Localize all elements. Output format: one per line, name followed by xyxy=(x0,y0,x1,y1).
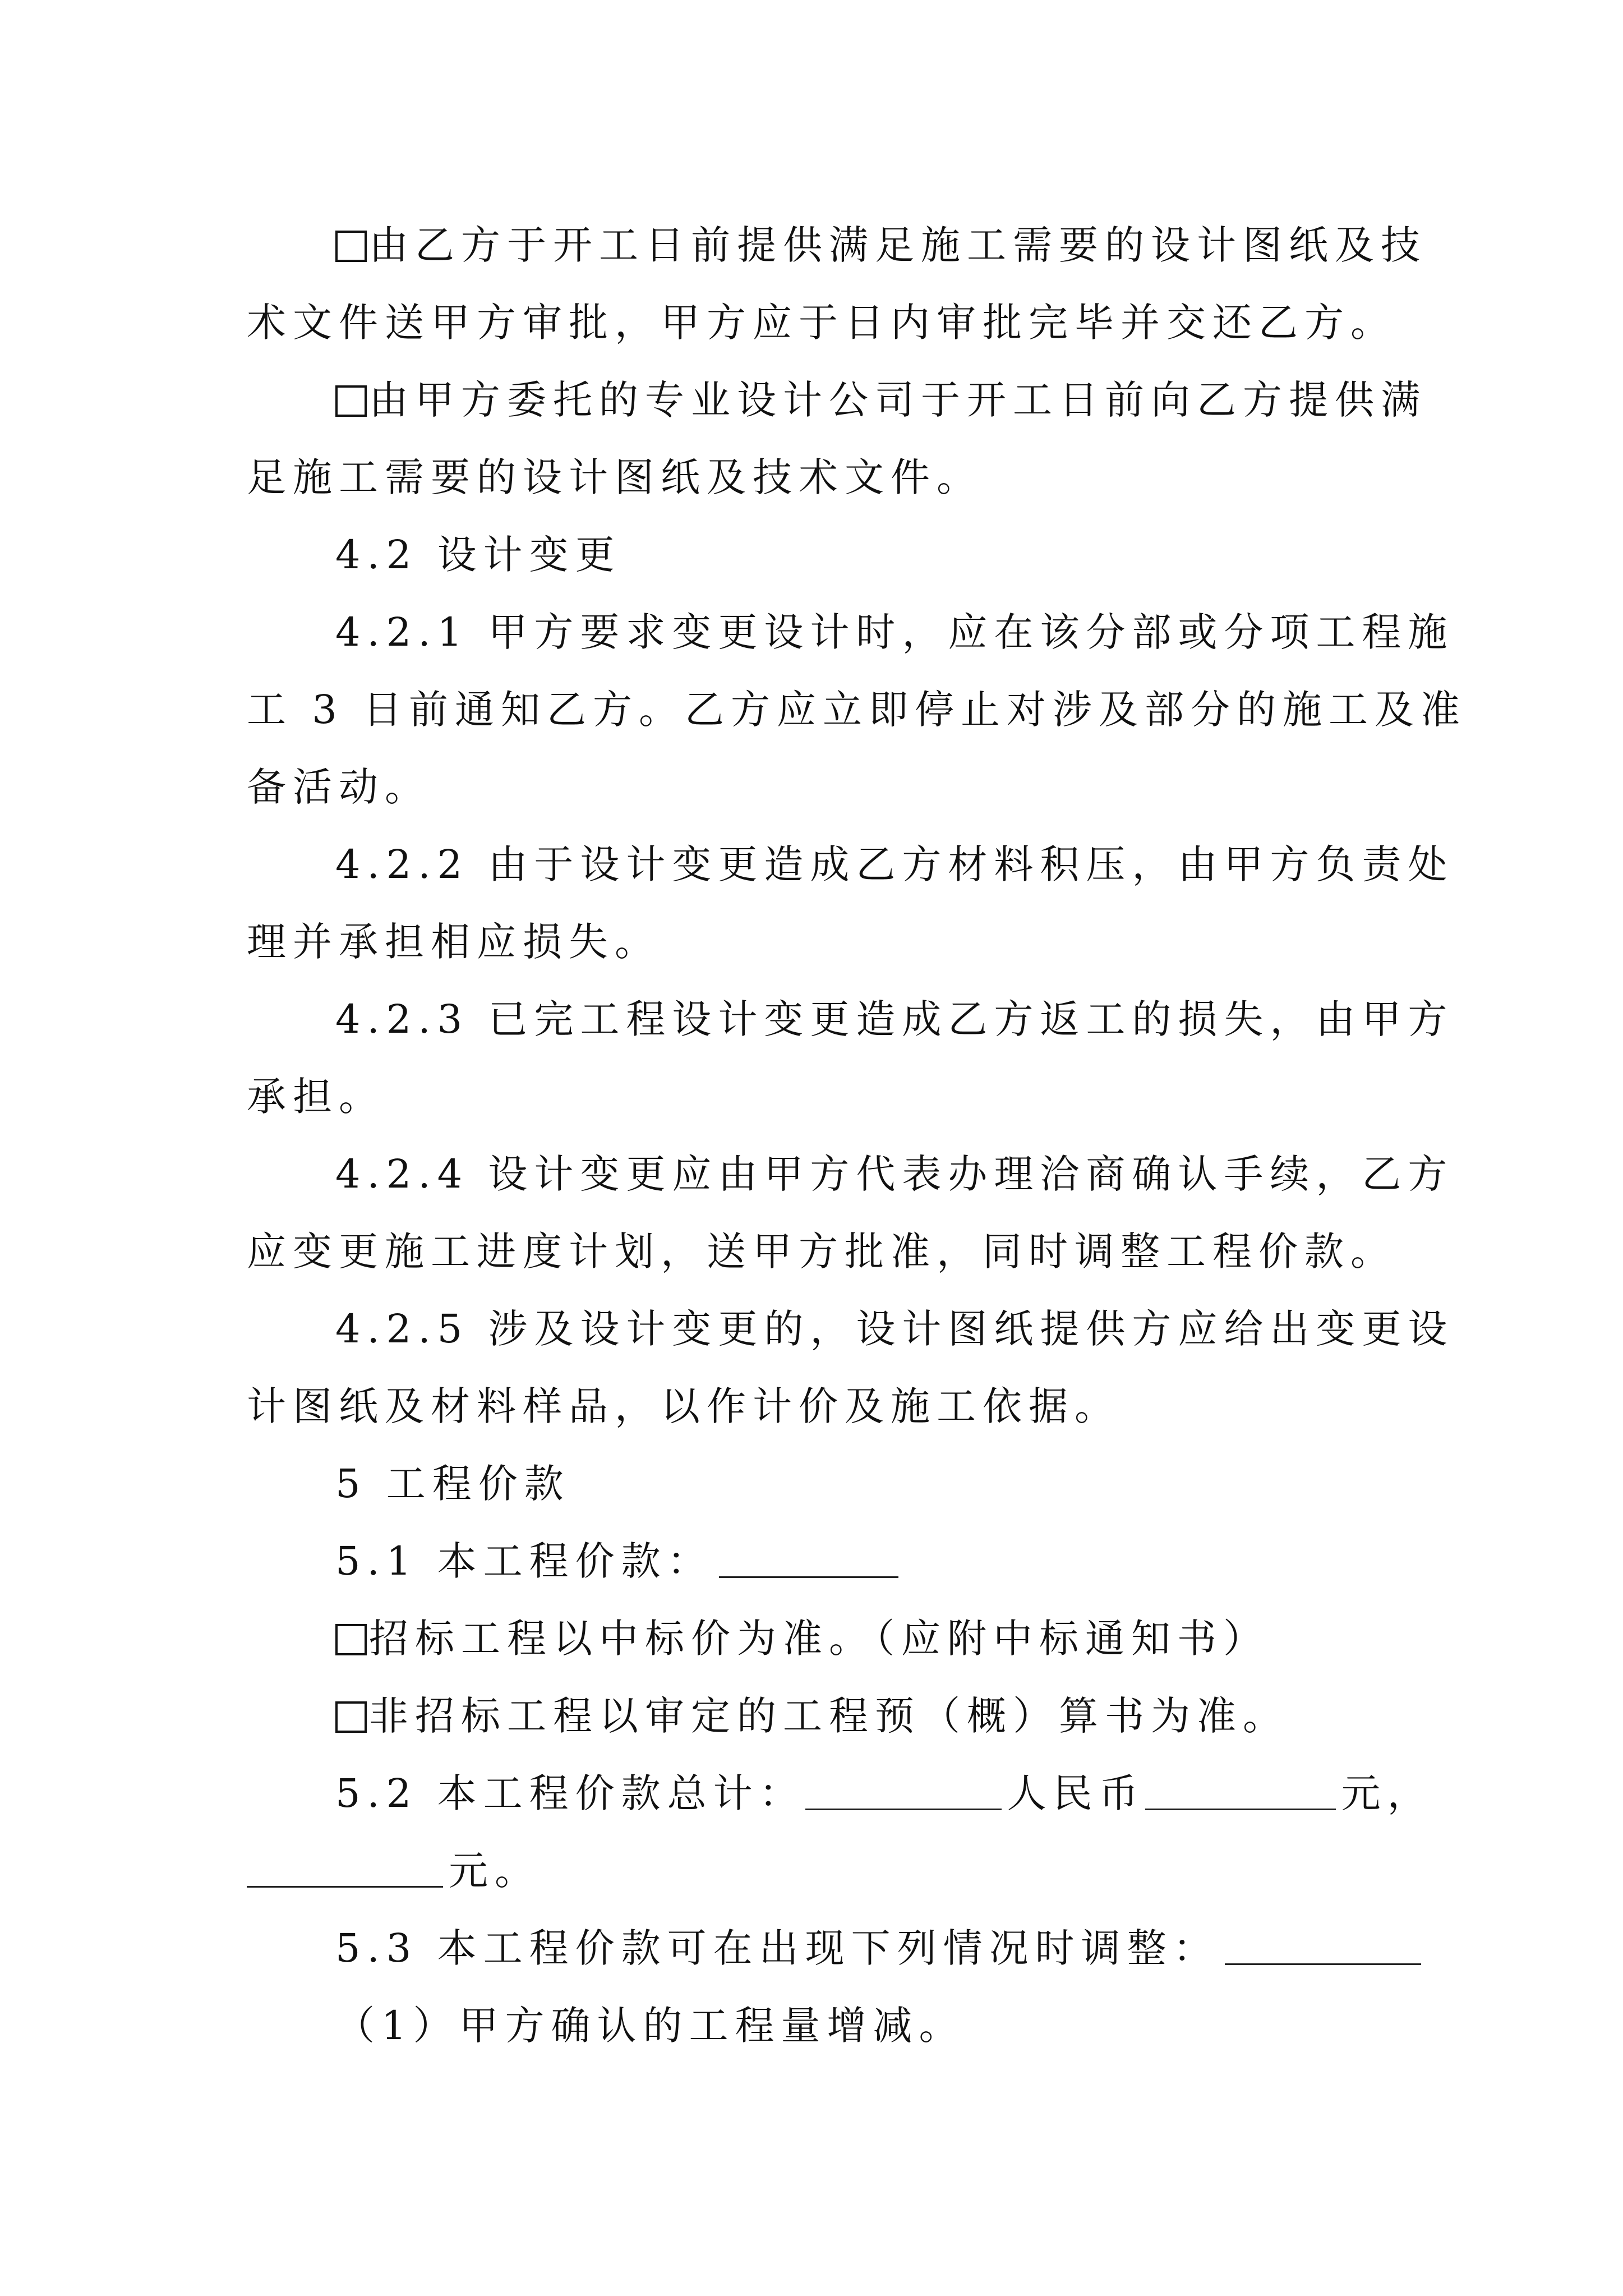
paragraph-5-1-option-non-tender xyxy=(335,1691,1289,1741)
paragraph-4-2-1-line3: 备活动。 xyxy=(247,764,431,810)
paragraph-design-by-party-b-line2: 术文件送甲方审批，甲方应于日内审批完毕并交还乙方。 xyxy=(247,300,1396,346)
paragraph-4-2-4-line2: 应变更施工进度计划，送甲方批准，同时调整工程价款。 xyxy=(247,1228,1396,1274)
text: 5.2 本工程价款总计： xyxy=(335,1770,805,1816)
paragraph-5-1 xyxy=(335,1536,898,1586)
blank-field-adjustment[interactable] xyxy=(1225,1929,1421,1965)
paragraph-4-2-2-line1: 4.2.2 由于设计变更造成乙方材料积压，由甲方负责处 xyxy=(335,841,1454,887)
blank-field-amount-2[interactable] xyxy=(247,1851,443,1888)
text: 由乙方于开工日前提供满足施工需要的设计图纸及技 xyxy=(369,222,1427,268)
paragraph-5-3 xyxy=(335,1923,1421,1973)
checkbox-non-tender-project[interactable] xyxy=(335,1701,367,1733)
paragraph-5-2-line2 xyxy=(247,1846,541,1896)
checkbox-tender-project[interactable] xyxy=(335,1624,367,1655)
text: 由甲方委托的专业设计公司于开工日前向乙方提供满 xyxy=(369,377,1427,423)
paragraph-4-2-4-line1: 4.2.4 设计变更应由甲方代表办理洽商确认手续，乙方 xyxy=(335,1151,1454,1197)
paragraph-4-2-5-line1: 4.2.5 涉及设计变更的，设计图纸提供方应给出变更设 xyxy=(335,1306,1454,1352)
paragraph-4-2-1-line2: 工 3 日前通知乙方。乙方应立即停止对涉及部分的施工及准 xyxy=(247,687,1467,733)
text: 招标工程以中标价为准。（应附中标通知书） xyxy=(369,1616,1269,1662)
heading-4-2: 4.2 设计变更 xyxy=(335,532,621,578)
text: 5.1 本工程价款： xyxy=(335,1538,713,1584)
paragraph-design-by-party-b-line1 xyxy=(335,220,1427,270)
heading-5: 5 工程价款 xyxy=(335,1461,570,1507)
paragraph-5-3-item-1: （1）甲方确认的工程量增减。 xyxy=(335,2003,965,2049)
checkbox-design-by-company[interactable] xyxy=(335,385,367,417)
paragraph-5-2-line1 xyxy=(335,1768,1433,1819)
paragraph-design-by-company-line2: 足施工需要的设计图纸及技术文件。 xyxy=(247,454,983,500)
paragraph-5-1-option-tender xyxy=(335,1613,1269,1664)
blank-field-total[interactable] xyxy=(805,1774,1002,1810)
paragraph-design-by-company-line1 xyxy=(335,375,1427,425)
paragraph-4-2-3-line2: 承担。 xyxy=(247,1074,385,1120)
paragraph-4-2-3-line1: 4.2.3 已完工程设计变更造成乙方返工的损失，由甲方 xyxy=(335,996,1454,1042)
text: 元， xyxy=(1341,1770,1433,1816)
text: 人民币 xyxy=(1007,1770,1145,1816)
checkbox-design-by-party-b[interactable] xyxy=(335,231,367,262)
text: 5.3 本工程价款可在出现下列情况时调整： xyxy=(335,1925,1219,1971)
paragraph-4-2-5-line2: 计图纸及材料样品，以作计价及施工依据。 xyxy=(247,1383,1121,1429)
paragraph-4-2-1-line1: 4.2.1 甲方要求变更设计时，应在该分部或分项工程施 xyxy=(335,609,1454,655)
paragraph-4-2-2-line2: 理并承担相应损失。 xyxy=(247,919,661,965)
text: 元。 xyxy=(449,1848,541,1894)
blank-field-rmb-amount[interactable] xyxy=(1145,1774,1336,1810)
text: 非招标工程以审定的工程预（概）算书为准。 xyxy=(369,1693,1289,1739)
blank-field-project-price[interactable] xyxy=(719,1542,898,1578)
